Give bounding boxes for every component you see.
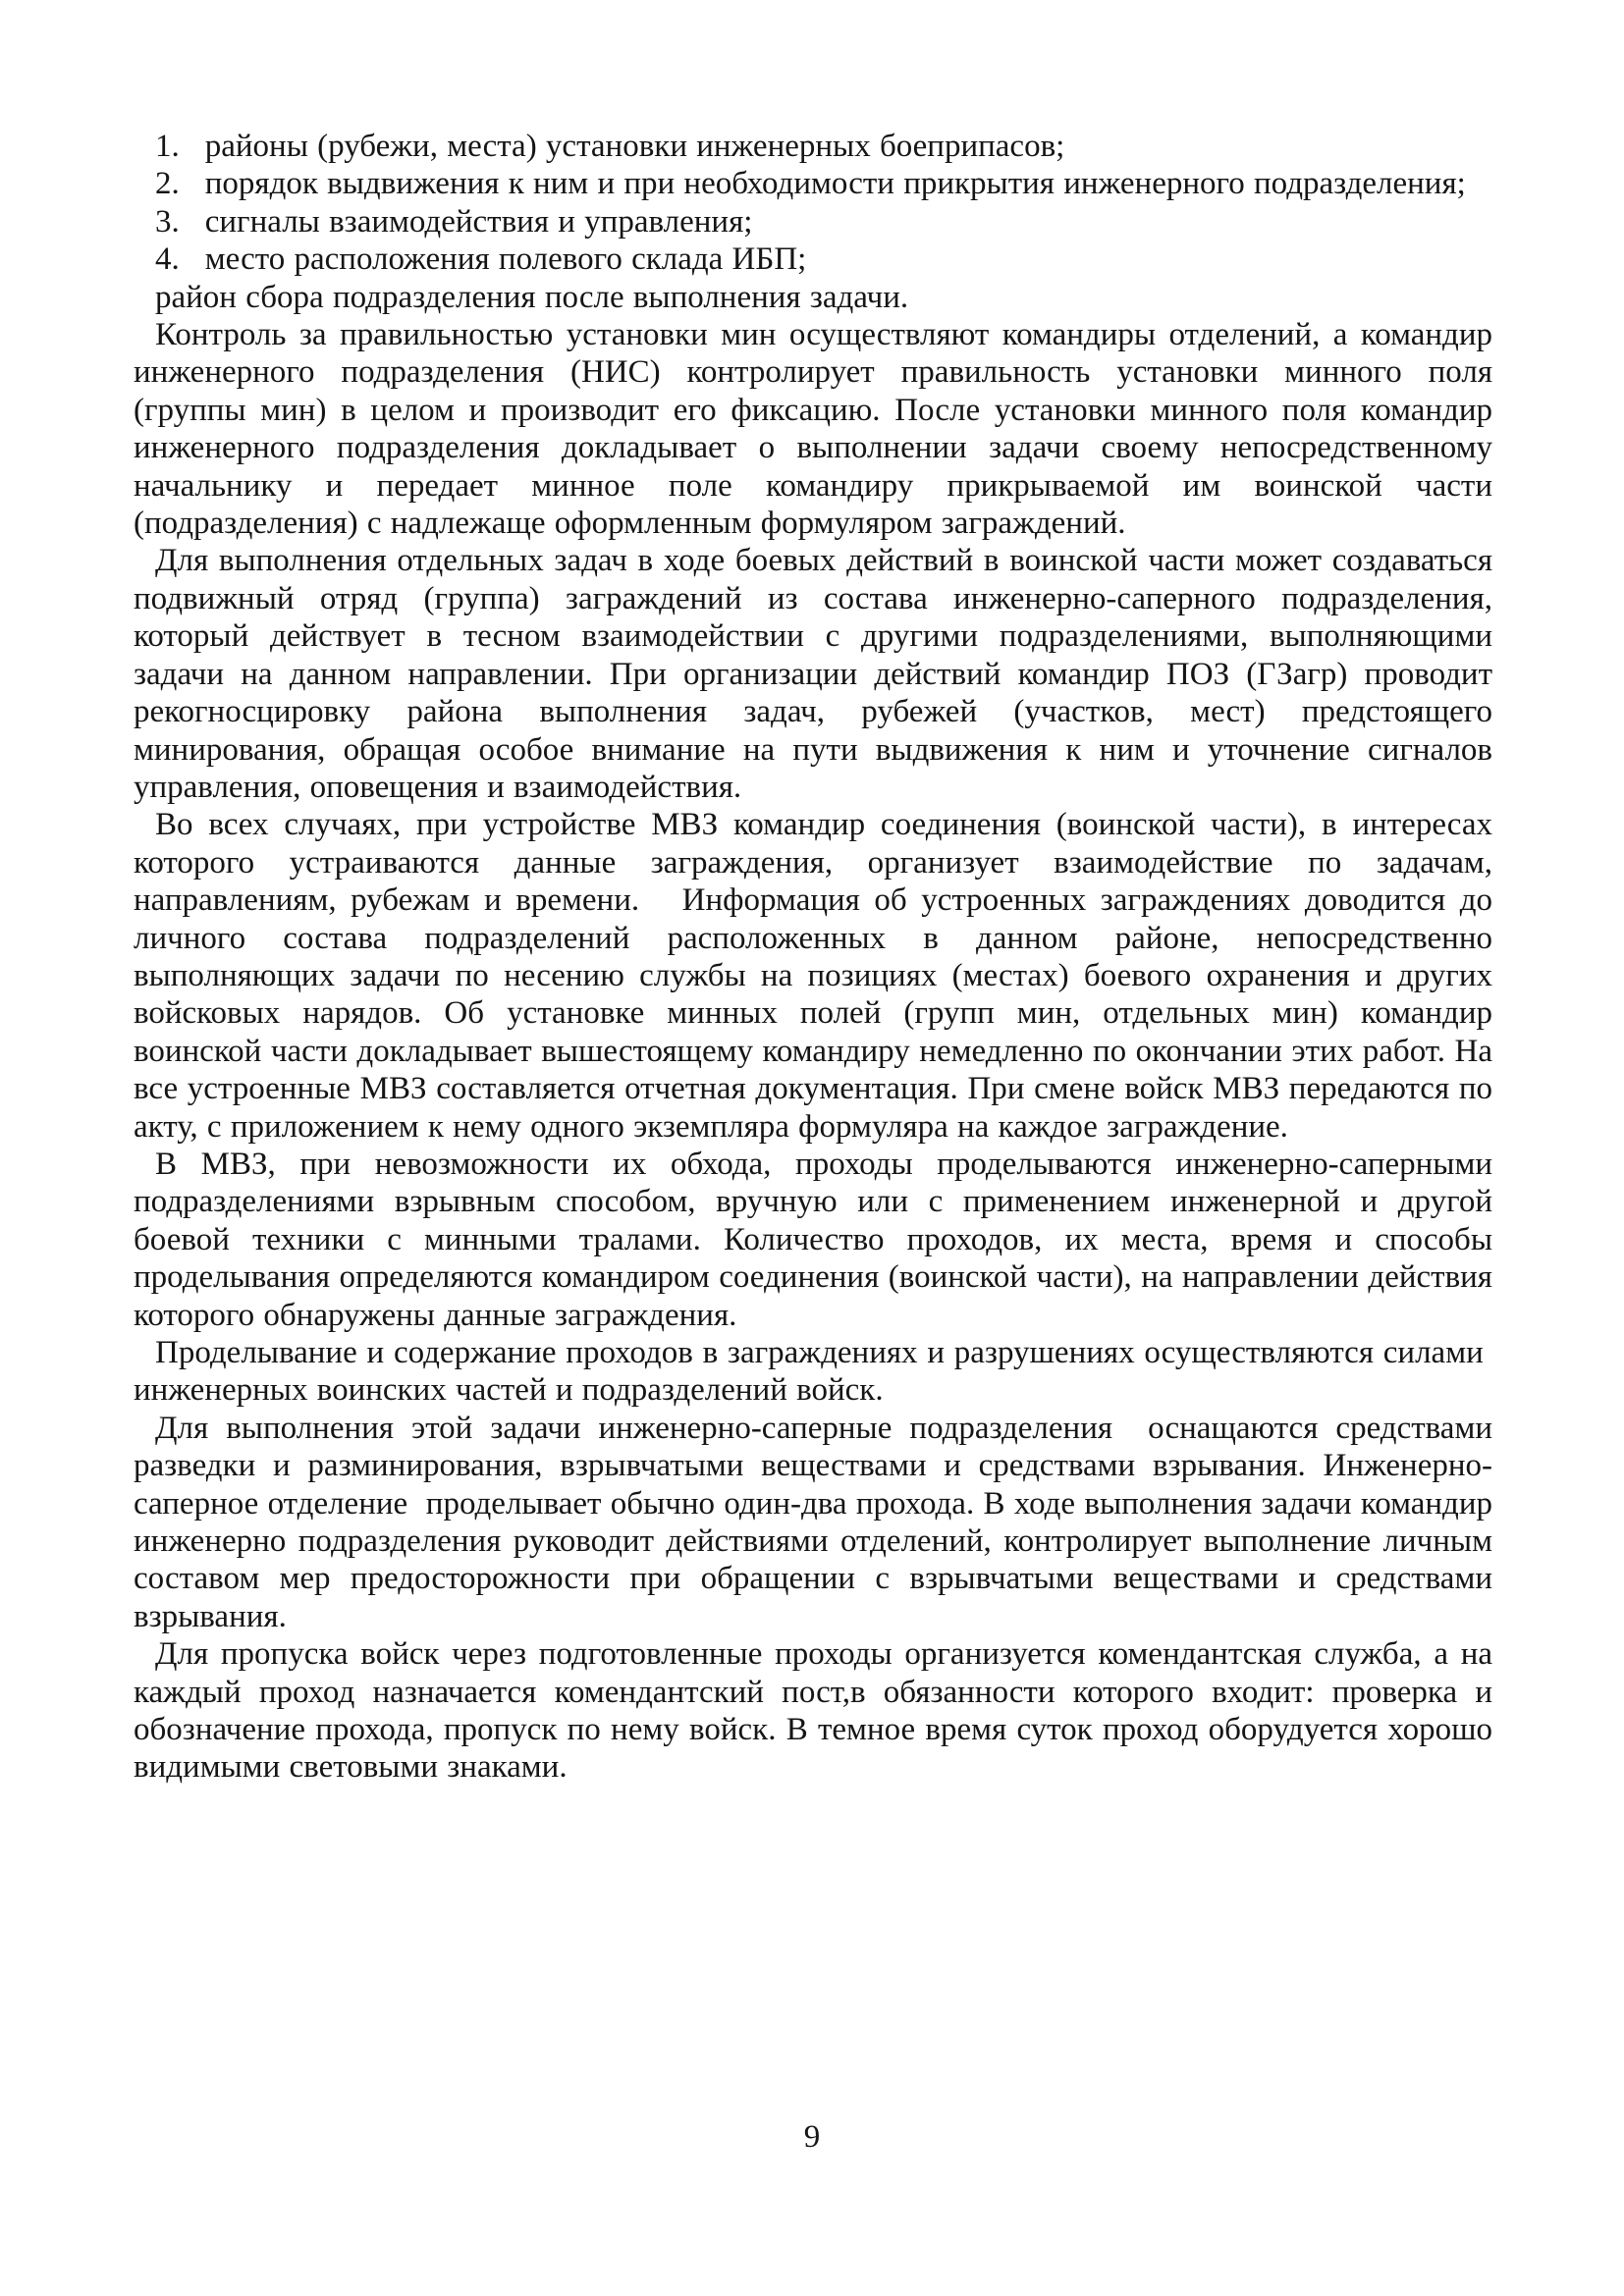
list-item-marker: 2. [155, 166, 180, 202]
list-item [134, 128, 1492, 165]
paragraph: Для выполнения отдельных задач в ходе боевых действий в воинской части может создаваться подвижный отряд (группа) заграждений из состава инженерно-саперного подразделения, который действует в тесном взаимодействии с другими подразделениями, выполняющими задачи на данном направлении. При организации действий командир ПОЗ (ГЗагр) проводит рекогносцировку района выполнения задач, рубежей (участков, мест) предстоящего минирования, обращая особое внимание на пути выдвижения к ним и уточнение сигналов управления, оповещения и взаимодействия. [134, 543, 1492, 805]
list-item [134, 165, 1492, 202]
paragraph: Проделывание и содержание проходов в заграждениях и разрушениях осуществляются силами инженерных воинских частей и подразделений войск. [134, 1335, 1492, 1409]
list-item-marker: 3. [155, 203, 180, 240]
paragraph: Контроль за правильностью установки мин осуществляют командиры отделений, а командир инженерного подразделения (НИС) контролирует правильность установки минного поля (группы мин) в целом и производит его фиксацию. После установки минного поля командир инженерного подразделения докладывает о выполнении задачи своему непосредственному начальнику и передает минное поле командиру прикрываемой им воинской части (подразделения) с надлежаще оформленным формуляром заграждений. [134, 317, 1492, 542]
list-item-text: районы (рубежи, места) установки инженерных боеприпасов; [204, 129, 1065, 164]
paragraph: В МВЗ, при невозможности их обхода, проходы проделываются инженерно-саперными подразделениями взрывным способом, вручную или с применением инженерной и другой боевой техники с минными тралами. Количество проходов, их места, время и способы проделывания определяются командиром соединения (воинской части), на направлении действия которого обнаружены данные заграждения. [134, 1146, 1492, 1333]
list-item-text: порядок выдвижения к ним и при необходимости прикрытия инженерного подразделения; [204, 166, 1466, 202]
paragraph: Для выполнения этой задачи инженерно-саперные подразделения оснащаются средствами разведки и разминирования, взрывчатыми веществами и средствами взрывания. Инженерно-саперное отделение проделывает обычно один-два прохода. В ходе выполнения задачи командир инженерно подразделения руководит действиями отделений, контролирует выполнение личным составом мер предосторожности при обращении с взрывчатыми веществами и средствами взрывания. [134, 1410, 1492, 1634]
paragraph: Для пропуска войск через подготовленные проходы организуется комендантская служба, а на каждый проход назначается комендантский пост,в обязанности которого входит: проверка и обозначение прохода, пропуск по нему войск. В темное время суток проход оборудуется хорошо видимыми световыми знаками. [134, 1636, 1492, 1786]
list-item [134, 240, 1492, 278]
list-item-text: место расположения полевого склада ИБП; [204, 241, 807, 278]
list-item-text: сигналы взаимодействия и управления; [204, 203, 753, 240]
list-item-marker: 1. [155, 129, 180, 164]
text-content [134, 128, 1492, 1787]
list-item-marker: 4. [155, 241, 180, 278]
page-number: 9 [803, 2119, 821, 2155]
list-item [134, 203, 1492, 240]
paragraph: Во всех случаях, при устройстве МВЗ командир соединения (воинской части), в интересах которого устраиваются данные заграждения, организует взаимодействие по задачам, направлениям, рубежам и времени. Информация об устроенных заграждениях доводится до личного состава подразделений расположенных в данном районе, непосредственно выполняющих задачи по несению службы на позициях (местах) боевого охранения и других войсковых нарядов. Об установке минных полей (групп мин, отдельных мин) командир воинской части докладывает вышестоящему командиру немедленно по окончании этих работ. На все устроенные МВЗ составляется отчетная документация. При смене войск МВЗ передаются по акту, с приложением к нему одного экземпляра формуляра на каждое заграждение. [134, 807, 1492, 1145]
paragraph: район сбора подразделения после выполнения задачи. [155, 279, 909, 315]
